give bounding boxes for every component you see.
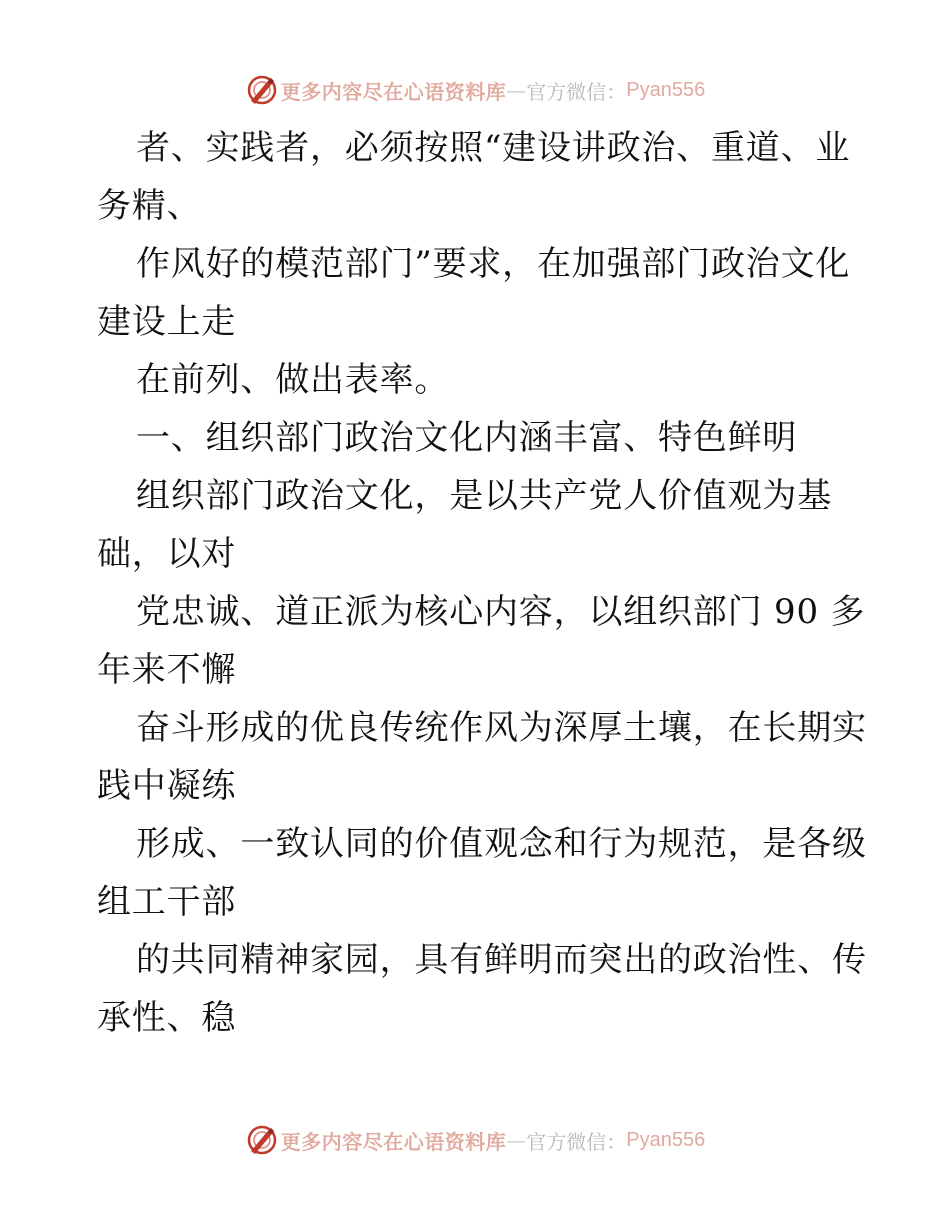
page-header-watermark [0,68,950,112]
body-line: 在前列、做出表率。 [136,360,450,400]
body-line: 础，以对 [97,534,237,574]
body-line: 承性、稳 [97,998,237,1038]
body-line: 作风好的模范部门”要求，在加强部门政治文化 [136,244,851,284]
body-line: 奋斗形成的优良传统作风为深厚土壤，在长期实 [136,708,867,748]
pen-logo-icon [245,1123,279,1157]
body-line: 的共同精神家园，具有鲜明而突出的政治性、传 [136,940,867,980]
body-line: 建设上走 [97,302,237,342]
watermark-dash: — [506,78,527,102]
watermark-text: 更多内容尽在心语资料库 [280,79,507,104]
body-line: 党忠诚、道正派为核心内容，以组织部门 90 多 [136,592,866,632]
body-line: 形成、一致认同的价值观念和行为规范，是各级 [136,824,867,864]
body-line: 务精、 [97,186,202,226]
wechat-label: 官方微信： [526,1129,627,1154]
pen-logo-icon [245,73,279,107]
section-heading: 一、组织部门政治文化内涵丰富、特色鲜明 [136,418,798,458]
body-line: 践中凝练 [97,766,237,806]
wechat-id: Pyan556 [626,1128,706,1151]
body-line: 组织部门政治文化，是以共产党人价值观为基 [136,476,832,516]
body-line: 组工干部 [97,882,237,922]
page-footer-watermark [0,1118,950,1162]
watermark-text: 更多内容尽在心语资料库 [280,1129,507,1154]
watermark-dash: — [506,1128,527,1152]
body-line: 年来不懈 [97,650,237,690]
body-line: 者、实践者，必须按照“建设讲政治、重道、业 [136,128,851,168]
wechat-id: Pyan556 [626,78,706,101]
wechat-label: 官方微信： [526,79,627,104]
